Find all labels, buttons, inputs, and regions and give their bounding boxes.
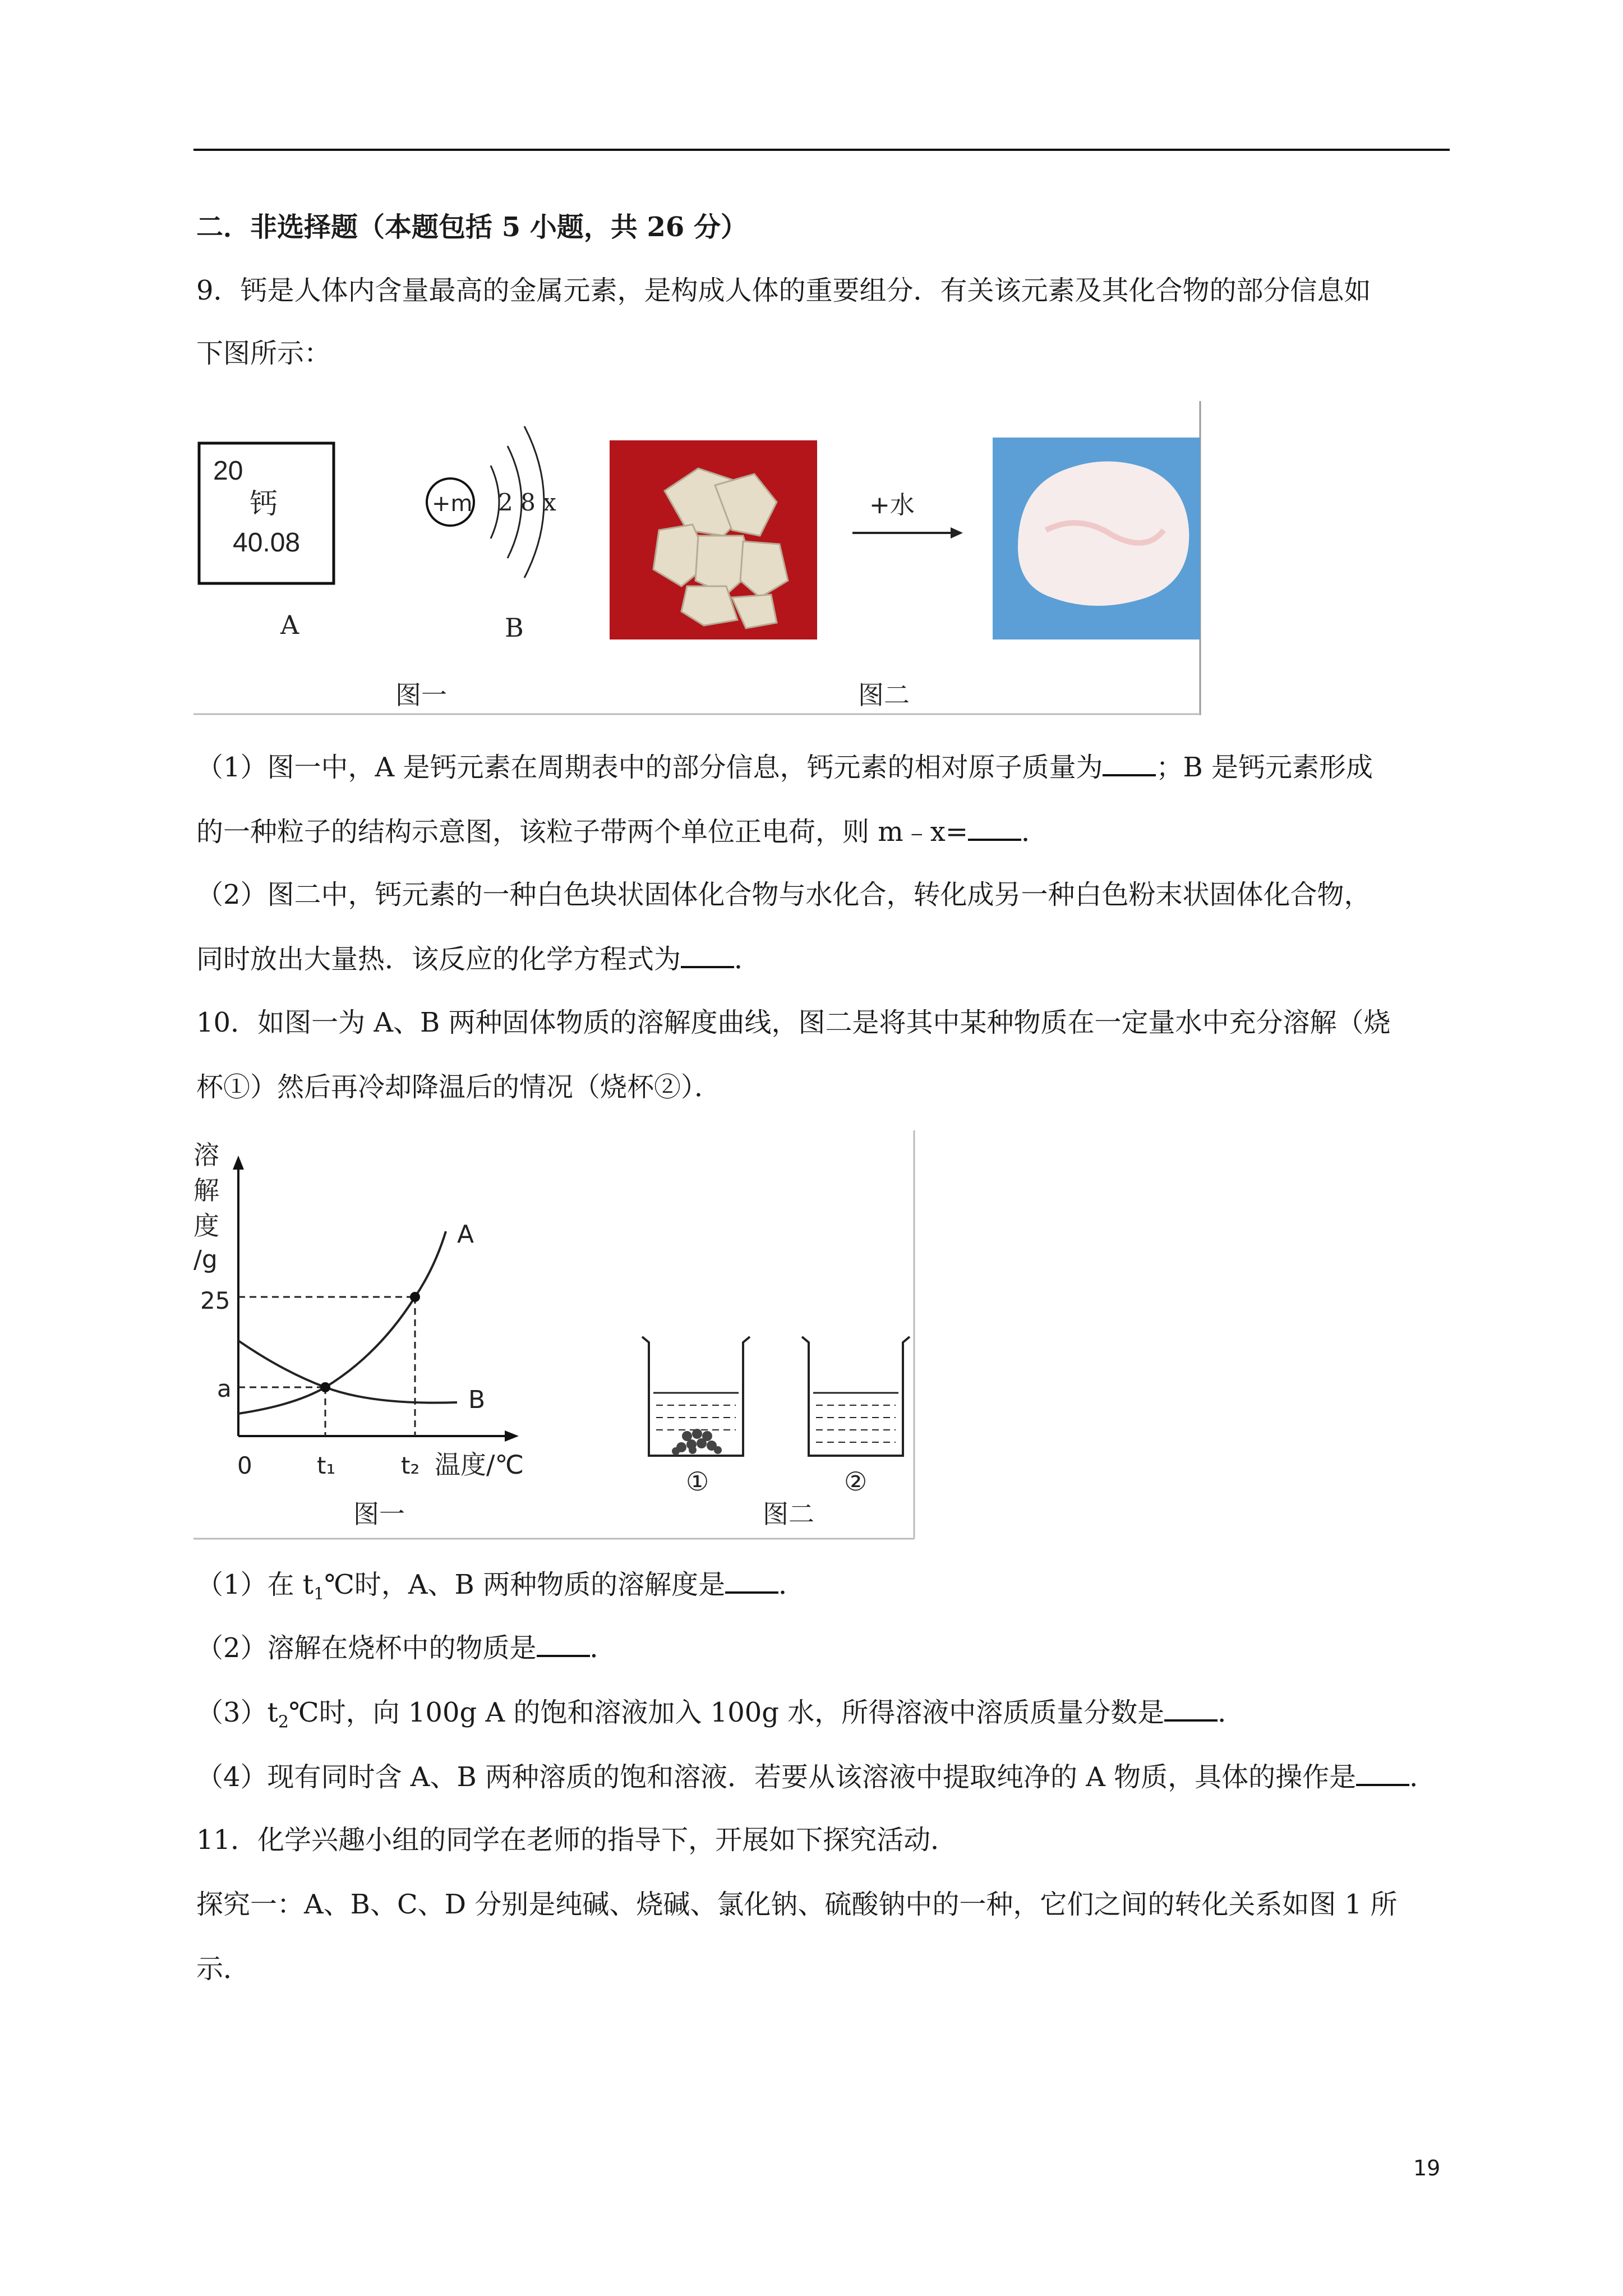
beaker-2-label: ② [844, 1466, 868, 1497]
q9-sub1-text-d: ． [1021, 816, 1049, 848]
q10-sub1 [196, 1568, 805, 1612]
q10-stem-line1: 10．如图一为 A、B 两种固体物质的溶解度曲线，图二是将其中某种物质在一定量水中充分溶解（烧 [196, 1007, 1391, 1038]
q11-explore1-line1: 探究一：A、B、C、D 分别是纯碱、烧碱、氯化钠、硫酸钠中的一种，它们之间的转化关系如图 1 所 [196, 1889, 1398, 1920]
q10-sub1-text-a: （1）在 t [196, 1569, 314, 1600]
q10-stem-line2: 杯①）然后再冷却降温后的情况（烧杯②）． [196, 1071, 722, 1103]
crystals [672, 1429, 722, 1455]
beaker-1-label: ① [686, 1466, 709, 1497]
q10-sub1-text-c: ． [778, 1569, 806, 1600]
q9-sub1-text-c: 的一种粒子的结构示意图，该粒子带两个单位正电荷，则 m﹣x= [196, 816, 969, 848]
section-heading: 二．非选择题（本题包括 5 小题，共 26 分） [196, 211, 748, 243]
atom-nucleus-label: +m [432, 491, 473, 517]
q11-stem: 11．化学兴趣小组的同学在老师的指导下，开展如下探究活动． [196, 1824, 958, 1856]
q9-sub1-line1 [196, 751, 1373, 784]
q10-sub3-text-a: （3）t [196, 1697, 278, 1728]
q10-sub2-text-b: ． [589, 1632, 617, 1664]
q9-answer-blank-equation[interactable] [681, 966, 734, 968]
q9-stem-line2: 下图所示： [196, 338, 331, 369]
element-symbol: 钙 [250, 487, 278, 520]
y-axis-label-2: 解 [193, 1175, 219, 1205]
atom-shells: 2 8 x [498, 489, 556, 516]
header-rule [193, 149, 1450, 151]
y-axis-label-3: 度 [193, 1211, 219, 1241]
y-tick-a: a [217, 1375, 232, 1402]
q10-sub4 [196, 1760, 1436, 1794]
q9-sub2-line1: （2）图二中，钙元素的一种白色块状固体化合物与水化合，转化成另一种白色粉末状固体化合物， [196, 879, 1371, 910]
element-number: 20 [213, 456, 243, 486]
y-axis-label-1: 溶 [193, 1140, 219, 1170]
q10-sub3-text-b: ℃时，向 100g A 的饱和溶液加入 100g 水，所得溶液中溶质质量分数是 [288, 1697, 1165, 1728]
curve-b-label: B [468, 1386, 486, 1414]
q9-stem-line1: 9．钙是人体内含量最高的金属元素，是构成人体的重要组分．有关该元素及其化合物的部分信息如 [196, 275, 1371, 306]
page-number: 19 [1413, 2156, 1441, 2180]
q10-sub3-text-c: ． [1218, 1697, 1245, 1728]
q9-sub2-line2 [196, 942, 761, 976]
fig2-caption: 图二 [858, 680, 910, 710]
q10-sub1-text-b: ℃时，A、B 两种物质的溶解度是 [324, 1569, 726, 1600]
q9-sub2-text-b: ． [734, 944, 762, 975]
q10-sub2-text-a: （2）溶解在烧杯中的物质是 [196, 1632, 537, 1664]
q10-answer-blank-4[interactable] [1356, 1784, 1409, 1786]
q9-answer-blank-m-minus-x[interactable] [968, 839, 1021, 841]
beaker-2 [802, 1337, 910, 1497]
fig2-caption: 图二 [763, 1499, 814, 1529]
q9-sub1-text-b: ；B 是钙元素形成 [1156, 752, 1373, 783]
q9-sub1-text-a: （1）图一中，A 是钙元素在周期表中的部分信息，钙元素的相对原子质量为 [196, 752, 1103, 783]
q10-sub4-text-a: （4）现有同时含 A、B 两种溶质的饱和溶液．若要从该溶液中提取纯净的 A 物质，具体的操作是 [196, 1761, 1357, 1793]
q10-answer-blank-2[interactable] [537, 1655, 590, 1657]
arrow-label: +水 [869, 491, 915, 519]
q10-figure [193, 1130, 917, 1540]
q9-sub2-text-a: 同时放出大量热．该反应的化学方程式为 [196, 944, 681, 975]
q11-explore1-line2: 示． [196, 1953, 251, 1985]
label-b: B [505, 613, 524, 643]
q9-figure-svg [193, 401, 1206, 715]
curve-a-label: A [457, 1220, 474, 1249]
q10-answer-blank-1[interactable] [725, 1591, 778, 1594]
q10-sub2 [196, 1631, 617, 1665]
q10-sub1-subscript: 1 [313, 1584, 325, 1604]
fig1-caption: 图一 [395, 680, 447, 710]
q10-answer-blank-3[interactable] [1164, 1719, 1218, 1722]
origin-label: 0 [237, 1452, 252, 1479]
fig1-caption: 图一 [353, 1499, 405, 1529]
label-a: A [280, 610, 299, 640]
q10-sub3 [196, 1696, 1244, 1740]
q10-sub3-subscript: 2 [278, 1712, 289, 1732]
y-axis-label-4: /g [193, 1245, 218, 1274]
x-axis-label: 温度/℃ [435, 1450, 524, 1480]
y-tick-25: 25 [200, 1287, 230, 1314]
q9-figure [193, 401, 1206, 715]
point-t2 [410, 1292, 420, 1302]
q9-answer-blank-mass[interactable] [1103, 774, 1156, 776]
element-mass: 40.08 [233, 528, 301, 558]
q10-sub4-text-b: ． [1409, 1761, 1437, 1793]
beaker-1 [642, 1337, 750, 1497]
q10-figure-svg [193, 1130, 917, 1540]
intersection-point [320, 1382, 330, 1392]
x-tick-t1: t₁ [317, 1452, 336, 1479]
q9-sub1-line2 [196, 815, 1048, 849]
x-tick-t2: t₂ [401, 1452, 420, 1479]
